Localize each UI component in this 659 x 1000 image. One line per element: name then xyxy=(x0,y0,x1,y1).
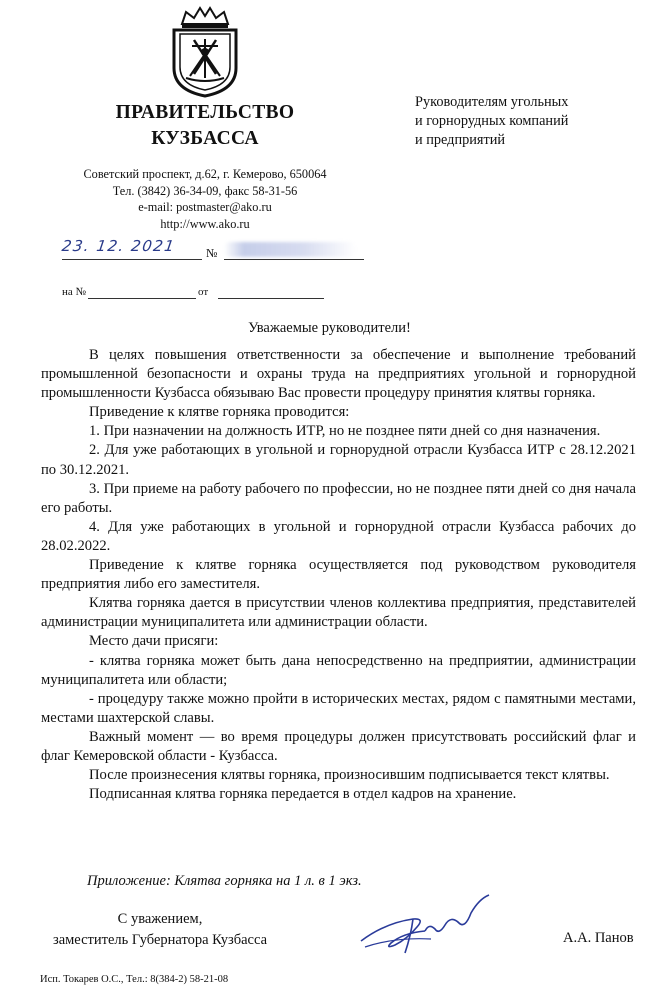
letter-body xyxy=(41,346,636,804)
attachment-note: Приложение: Клятва горняка на 1 л. в 1 экз. xyxy=(87,873,362,889)
paragraph: Подписанная клятва горняка передается в отдел кадров на хранение. xyxy=(89,786,517,803)
recipient-line-2: и горнорудных компаний xyxy=(415,113,569,129)
signer-title: заместитель Губернатора Кузбасса xyxy=(52,932,268,948)
contact-block xyxy=(40,166,370,232)
government-title xyxy=(80,100,330,152)
address: Советский проспект, д.62, г. Кемерово, 650064 xyxy=(83,167,327,181)
ref-from-underline xyxy=(218,298,324,299)
paragraph: Приведение к клятве горняка проводится: xyxy=(89,404,350,421)
paragraph: - процедуру также можно пройти в исторических местах, рядом с памятными местами, местами шахтерской славы. xyxy=(41,690,636,726)
executor-note: Исп. Токарев О.С., Тел.: 8(384-2) 58-21-08 xyxy=(40,974,229,985)
ref-number-underline xyxy=(88,298,196,299)
paragraph: 1. При назначении на должность ИТР, но не позднее пяти дней со дня назначения. xyxy=(89,423,601,440)
email[interactable]: e-mail: postmaster@ako.ru xyxy=(138,200,272,215)
paragraph: 4. Для уже работающих в угольной и горнорудной отрасли Кузбасса рабочих до 28.02.2022. xyxy=(41,518,636,554)
date-underline xyxy=(62,259,202,260)
number-label: № xyxy=(206,246,218,260)
paragraph: После произнесения клятвы горняка, произносившим подписывается текст клятвы. xyxy=(89,767,610,784)
title-line-2: КУЗБАССА xyxy=(151,128,259,149)
title-line-1: ПРАВИТЕЛЬСТВО xyxy=(115,102,295,123)
registration-line xyxy=(40,237,370,264)
recipient-line-3: и предприятий xyxy=(415,132,506,148)
handwritten-date: 23. 12. 2021 xyxy=(60,237,177,255)
paragraph: Место дачи присяги: xyxy=(89,633,219,650)
redacted-number xyxy=(224,242,356,257)
paragraph: Важный момент — во время процедуры должен присутствовать российский флаг и флаг Кемеровской области - Кузбасса. xyxy=(41,728,636,764)
coat-of-arms-icon xyxy=(168,6,242,98)
website-link[interactable]: http://www.ako.ru xyxy=(160,216,250,231)
paragraph: 2. Для уже работающих в угольной и горнорудной отрасли Кузбасса ИТР с 28.12.2021 по 30.12.2021. xyxy=(41,442,636,478)
paragraph: Приведение к клятве горняка осуществляется под руководством руководителя предприятия либо его заместителя. xyxy=(41,557,636,593)
phone: Тел. (3842) 36-34-09, факс 58-31-56 xyxy=(112,183,298,198)
ref-number-label: на № xyxy=(62,286,87,298)
recipient-block xyxy=(415,93,568,150)
number-underline xyxy=(224,259,364,260)
recipient-line-1: Руководителям угольных xyxy=(415,94,569,110)
paragraph: В целях повышения ответственности за обеспечение и выполнение требований промышленной безопасности и охраны труда на предприятиях угольной и горнорудной промышленности Кузбасса обязываю Вас провести процедуру принятия клятвы горняка. xyxy=(41,347,636,402)
salutation: Уважаемые руководители! xyxy=(248,320,411,336)
signer-name: А.А. Панов xyxy=(563,930,634,946)
reference-line xyxy=(62,286,342,300)
closing-block xyxy=(40,909,280,951)
ref-from-label: от xyxy=(198,286,209,298)
paragraph: Клятва горняка дается в присутствии членов коллектива предприятия, представителей администрации муниципалитета или администрации области. xyxy=(41,595,636,631)
handwritten-signature xyxy=(355,893,495,963)
paragraph: - клятва горняка может быть дана непосредственно на предприятии, администрации муниципалитета или области; xyxy=(41,652,636,688)
closing-greeting: С уважением, xyxy=(117,911,203,927)
paragraph: 3. При приеме на работу рабочего по профессии, но не позднее пяти дней со дня начала его работы. xyxy=(41,480,636,516)
